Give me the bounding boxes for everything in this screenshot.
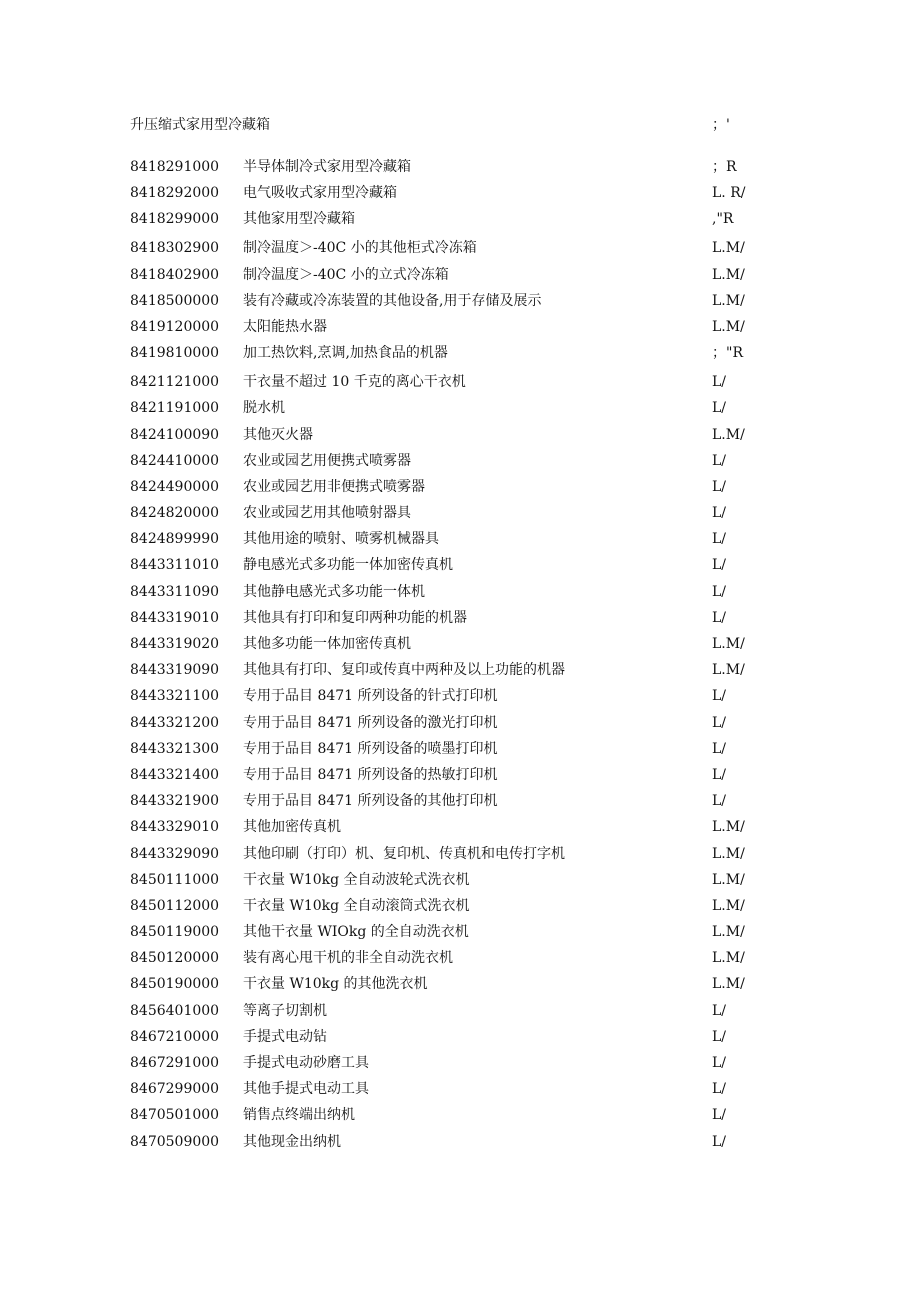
regulation-flag: L/ bbox=[712, 793, 727, 810]
hs-code: 8418292000 bbox=[130, 185, 220, 202]
hs-code: 8470509000 bbox=[130, 1133, 220, 1150]
hs-code: 8443311010 bbox=[130, 557, 220, 574]
regulation-flag: L.M/ bbox=[712, 240, 745, 257]
list-item bbox=[130, 605, 770, 631]
hs-code: 8443321300 bbox=[130, 740, 220, 757]
hs-code: 8421121000 bbox=[130, 374, 220, 391]
list-item bbox=[130, 1050, 770, 1076]
list-item bbox=[130, 1129, 770, 1155]
hs-code: 8424490000 bbox=[130, 478, 220, 495]
product-description: 半导体制冷式家用型冷藏箱 bbox=[243, 159, 411, 175]
product-description: 农业或园艺用便携式喷雾器 bbox=[243, 452, 411, 469]
list-item bbox=[130, 288, 770, 314]
regulation-flag: L. R/ bbox=[712, 185, 746, 202]
regulation-flag: L.M/ bbox=[712, 924, 745, 941]
list-item bbox=[130, 500, 770, 526]
hs-code: 8424410000 bbox=[130, 452, 220, 469]
hs-code: 8467291000 bbox=[130, 1055, 220, 1071]
hs-code: 8467299000 bbox=[130, 1081, 220, 1098]
hs-code: 8443319010 bbox=[130, 609, 220, 626]
regulation-flag: L/ bbox=[712, 452, 727, 469]
product-description: 其他干衣量 WIOkg 的全自动洗衣机 bbox=[243, 924, 469, 941]
product-description: 其他印刷（打印）机、复印机、传真机和电传打字机 bbox=[243, 845, 565, 862]
list-item bbox=[130, 867, 770, 893]
product-description: 干衣量 W10kg 全自动波轮式洗衣机 bbox=[243, 871, 470, 888]
regulation-flag: L.M/ bbox=[712, 871, 745, 888]
hs-code: 8450111000 bbox=[130, 871, 220, 888]
hs-code: 8443311090 bbox=[130, 583, 220, 600]
product-description: 干衣量 W10kg 的其他洗衣机 bbox=[243, 976, 428, 993]
hs-code: 8443329010 bbox=[130, 819, 220, 836]
product-description: 农业或园艺用非便携式喷雾器 bbox=[243, 478, 425, 495]
product-description: 等离子切割机 bbox=[243, 1002, 327, 1019]
list-item bbox=[130, 526, 770, 552]
list-item bbox=[130, 657, 770, 683]
product-description: 其他多功能一体加密传真机 bbox=[243, 636, 411, 652]
regulation-flag: L/ bbox=[712, 374, 727, 391]
hs-code: 8419810000 bbox=[130, 345, 220, 362]
hs-code: 8421191000 bbox=[130, 400, 220, 417]
list-item bbox=[130, 314, 770, 340]
list-item bbox=[130, 762, 770, 788]
regulation-flag: L.M/ bbox=[712, 636, 745, 652]
list-item bbox=[130, 683, 770, 709]
hs-code: 8443321200 bbox=[130, 714, 220, 731]
list-item bbox=[130, 1024, 770, 1050]
header-row bbox=[130, 114, 770, 134]
product-description: 专用于品目 8471 所列设备的喷墨打印机 bbox=[243, 740, 498, 757]
hs-code: 8450112000 bbox=[130, 897, 220, 914]
hs-code: 8450119000 bbox=[130, 924, 220, 941]
hs-code: 8418291000 bbox=[130, 159, 220, 175]
hs-code: 8418500000 bbox=[130, 292, 220, 309]
regulation-flag: L.M/ bbox=[712, 318, 745, 335]
hs-code: 8443319020 bbox=[130, 636, 220, 652]
product-description: 其他静电感光式多功能一体机 bbox=[243, 583, 425, 600]
list-item bbox=[130, 841, 770, 867]
list-item bbox=[130, 971, 770, 997]
product-description: 其他具有打印和复印两种功能的机器 bbox=[243, 609, 467, 626]
product-description: 其他灭火器 bbox=[243, 426, 313, 443]
regulation-flag: L.M/ bbox=[712, 292, 745, 309]
product-description: 加工热饮料,烹调,加热食品的机器 bbox=[243, 345, 448, 362]
regulation-flag: L.M/ bbox=[712, 266, 745, 283]
product-description: 装有冷藏或冷冻装置的其他设备,用于存储及展示 bbox=[243, 292, 542, 309]
hs-code: 8450120000 bbox=[130, 950, 220, 967]
regulation-flag: L.M/ bbox=[712, 976, 745, 993]
hs-code: 8456401000 bbox=[130, 1002, 220, 1019]
regulation-flag: L/ bbox=[712, 609, 727, 626]
list-item bbox=[130, 579, 770, 605]
list-item bbox=[130, 998, 770, 1024]
list-item bbox=[130, 631, 770, 657]
regulation-flag: L.M/ bbox=[712, 819, 745, 836]
hs-code: 8424899990 bbox=[130, 531, 220, 548]
section-title: 升压缩式家用型冷藏箱 bbox=[130, 117, 270, 133]
regulation-flag: L/ bbox=[712, 740, 727, 757]
regulation-flag: L/ bbox=[712, 766, 727, 783]
regulation-flag: L/ bbox=[712, 1028, 727, 1045]
regulation-flag: L/ bbox=[712, 688, 727, 705]
list-item bbox=[130, 340, 770, 369]
product-description: 其他手提式电动工具 bbox=[243, 1081, 369, 1098]
hs-code: 8443321400 bbox=[130, 766, 220, 783]
product-description: 脱水机 bbox=[243, 400, 285, 417]
list-item bbox=[130, 893, 770, 919]
list-item bbox=[130, 154, 770, 180]
regulation-flag: L.M/ bbox=[712, 662, 745, 679]
regulation-flag: L.M/ bbox=[712, 845, 745, 862]
regulation-flag: L/ bbox=[712, 1081, 727, 1098]
list-item bbox=[130, 736, 770, 762]
product-description: 其他家用型冷藏箱 bbox=[243, 211, 355, 228]
list-item bbox=[130, 262, 770, 288]
list-item bbox=[130, 235, 770, 261]
regulation-flag: ,"R bbox=[712, 211, 734, 228]
list-item bbox=[130, 369, 770, 395]
regulation-flag: L/ bbox=[712, 505, 727, 522]
hs-code: 8418402900 bbox=[130, 266, 220, 283]
list-item bbox=[130, 919, 770, 945]
product-description: 制冷温度＞-40C 小的立式冷冻箱 bbox=[243, 266, 449, 283]
list-item bbox=[130, 448, 770, 474]
list-item bbox=[130, 945, 770, 971]
product-description: 手提式电动钻 bbox=[243, 1028, 327, 1045]
regulation-flag: L.M/ bbox=[712, 897, 745, 914]
hs-code: 8443329090 bbox=[130, 845, 220, 862]
list-item bbox=[130, 788, 770, 814]
tariff-list bbox=[130, 154, 770, 1155]
regulation-flag: ；R bbox=[712, 159, 737, 175]
list-item bbox=[130, 395, 770, 421]
list-item bbox=[130, 206, 770, 235]
hs-code: 8443319090 bbox=[130, 662, 220, 679]
list-item bbox=[130, 552, 770, 578]
regulation-flag: L/ bbox=[712, 400, 727, 417]
regulation-flag: L/ bbox=[712, 583, 727, 600]
hs-code: 8418299000 bbox=[130, 211, 220, 228]
hs-code: 8418302900 bbox=[130, 240, 220, 257]
product-description: 其他用途的喷射、喷雾机械器具 bbox=[243, 531, 439, 548]
regulation-flag: L.M/ bbox=[712, 426, 745, 443]
hs-code: 8470501000 bbox=[130, 1107, 220, 1124]
hs-code: 8424100090 bbox=[130, 426, 220, 443]
product-description: 制冷温度＞-40C 小的其他柜式冷冻箱 bbox=[243, 240, 477, 257]
hs-code: 8419120000 bbox=[130, 318, 220, 335]
product-description: 太阳能热水器 bbox=[243, 318, 327, 335]
list-item bbox=[130, 1102, 770, 1128]
list-item bbox=[130, 710, 770, 736]
product-description: 专用于品目 8471 所列设备的激光打印机 bbox=[243, 714, 498, 731]
regulation-flag: L/ bbox=[712, 531, 727, 548]
product-description: 其他现金出纳机 bbox=[243, 1133, 341, 1150]
list-item bbox=[130, 422, 770, 448]
product-description: 电气吸收式家用型冷藏箱 bbox=[243, 185, 397, 202]
section-flag: ；' bbox=[712, 117, 730, 133]
regulation-flag: L/ bbox=[712, 1107, 727, 1124]
list-item bbox=[130, 814, 770, 840]
regulation-flag: L/ bbox=[712, 714, 727, 731]
hs-code: 8443321100 bbox=[130, 688, 220, 705]
product-description: 其他具有打印、复印或传真中两种及以上功能的机器 bbox=[243, 662, 565, 679]
regulation-flag: ；"R bbox=[712, 345, 743, 362]
product-description: 手提式电动砂磨工具 bbox=[243, 1055, 369, 1071]
product-description: 干衣量不超过 10 千克的离心干衣机 bbox=[243, 374, 466, 391]
product-description: 专用于品目 8471 所列设备的其他打印机 bbox=[243, 793, 498, 810]
hs-code: 8424820000 bbox=[130, 505, 220, 522]
product-description: 其他加密传真机 bbox=[243, 819, 341, 836]
regulation-flag: L/ bbox=[712, 557, 727, 574]
regulation-flag: L.M/ bbox=[712, 950, 745, 967]
product-description: 专用于品目 8471 所列设备的热敏打印机 bbox=[243, 766, 498, 783]
product-description: 干衣量 W10kg 全自动滚筒式洗衣机 bbox=[243, 897, 470, 914]
product-description: 专用于品目 8471 所列设备的针式打印机 bbox=[243, 688, 498, 705]
hs-code: 8450190000 bbox=[130, 976, 220, 993]
regulation-flag: L/ bbox=[712, 1055, 727, 1071]
list-item bbox=[130, 1076, 770, 1102]
regulation-flag: L/ bbox=[712, 478, 727, 495]
hs-code: 8443321900 bbox=[130, 793, 220, 810]
product-description: 装有离心甩干机的非全自动洗衣机 bbox=[243, 950, 453, 967]
list-item bbox=[130, 474, 770, 500]
product-description: 静电感光式多功能一体加密传真机 bbox=[243, 557, 453, 574]
list-item bbox=[130, 180, 770, 206]
hs-code: 8467210000 bbox=[130, 1028, 220, 1045]
product-description: 农业或园艺用其他喷射器具 bbox=[243, 505, 411, 522]
regulation-flag: L/ bbox=[712, 1133, 727, 1150]
product-description: 销售点终端出纳机 bbox=[243, 1107, 355, 1124]
regulation-flag: L/ bbox=[712, 1002, 727, 1019]
